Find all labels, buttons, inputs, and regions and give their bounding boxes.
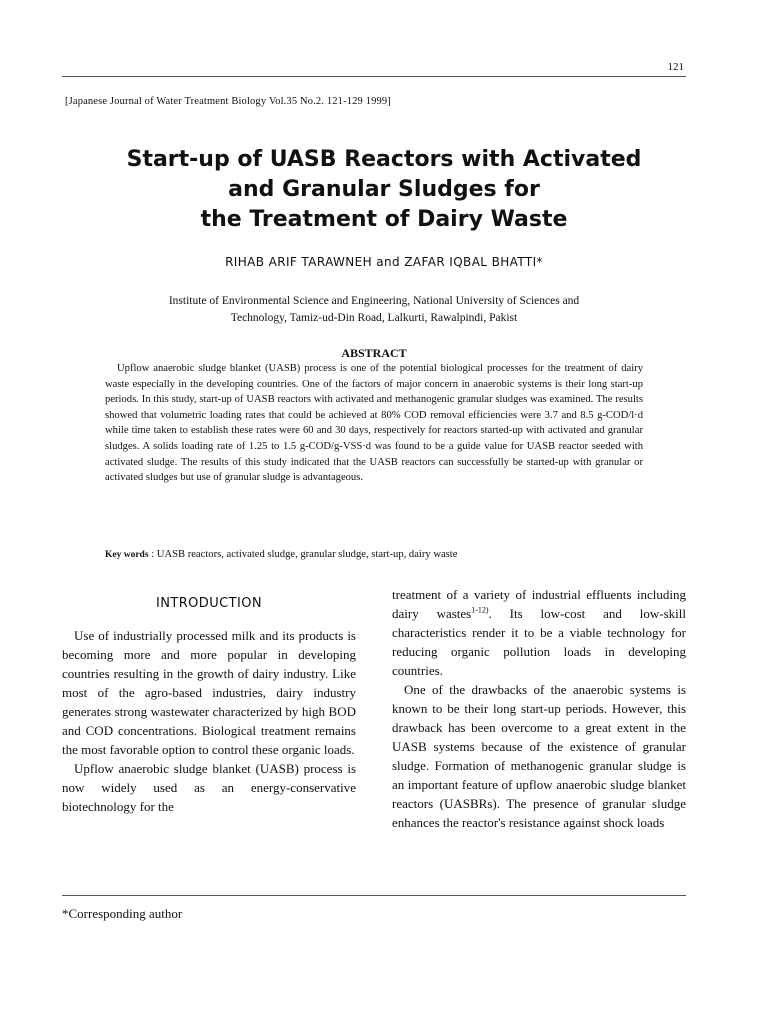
- paper-title: [0, 145, 768, 235]
- page-number: 121: [667, 61, 684, 73]
- keywords-label: Key words: [105, 550, 149, 560]
- citation-reference: 1-12): [471, 605, 489, 615]
- abstract-heading: ABSTRACT: [341, 346, 407, 360]
- affiliation: [0, 293, 748, 327]
- body-paragraph: Upflow anaerobic sludge blanket (UASB) process is now widely used as an energy-conservative biotechnology for the: [62, 761, 356, 814]
- body-text: . Its low-cost and low-skill characteristics render it to be a viable technology for reducing organic pollution loads in developing countries.: [392, 606, 687, 678]
- authors: RIHAB ARIF TARAWNEH and ZAFAR IQBAL BHATTI*: [225, 255, 543, 269]
- footnote-rule: [62, 895, 686, 896]
- keywords: [105, 549, 705, 560]
- body-column-right: [392, 585, 686, 832]
- keywords-text: UASB reactors, activated sludge, granular sludge, start-up, dairy waste: [156, 549, 458, 560]
- header-rule: [62, 76, 686, 77]
- journal-citation: [Japanese Journal of Water Treatment Biology Vol.35 No.2. 121-129 1999]: [65, 96, 391, 107]
- body-paragraph: Use of industrially processed milk and its products is becoming more and more popular in developing countries resulting in the growth of dairy industry. Like most of the agro-based industries, dairy industry generates strong wastewater characterized by high BOD and COD concentrations. Biological treatment remains the most favorable option to control these organic loads.: [62, 628, 356, 757]
- title-line-1: Start-up of UASB Reactors with Activated: [126, 147, 642, 172]
- title-line-2: and Granular Sludges for: [228, 177, 540, 202]
- keywords-separator: :: [148, 549, 157, 560]
- section-heading-introduction: INTRODUCTION: [156, 596, 262, 611]
- body-paragraph: One of the drawbacks of the anaerobic systems is known to be their long start-up periods. However, this drawback has been overcome to a great extent in the UASB systems because of the existence of granular sludge. Formation of methanogenic granular sludge is an important feature of upflow anaerobic sludge blanket reactors (UASBRs). The presence of granular sludge enhances the reactor's resistance against shock loads: [392, 682, 686, 830]
- abstract-text: Upflow anaerobic sludge blanket (UASB) process is one of the potential biological processes for the treatment of dairy waste especially in the developing countries. One of the factors of major concern in anaerobic systems is their long start-up periods. In this study, start-up of UASB reactors with activated and methanogenic granular sludges was examined. The results showed that volumetric loading rates that could be achieved at 80% COD removal efficiencies were 3.7 and 8.5 g-COD/l·d while time taken to establish these rates were 60 and 30 days, respectively for reactors started-up with activated and granular sludges. A solids loading rate of 1.25 to 1.5 g-COD/g-VSS·d was found to be a guide value for UASB reactor seeded with activated sludge. The results of this study indicated that the UASB reactors can successfully be started-up with granular or activated sludges but use of granular sludge is advantageous.: [105, 363, 643, 484]
- affiliation-line-2: Technology, Tamiz-ud-Din Road, Lalkurti, Rawalpindi, Pakist: [230, 312, 518, 324]
- body-column-left: [62, 591, 356, 816]
- body-text: treatment of a variety of industrial effluents including dairy wastes: [392, 587, 686, 621]
- body-paragraph: [392, 585, 686, 680]
- affiliation-line-1: Institute of Environmental Science and Engineering, National University of Sciences and: [168, 295, 580, 307]
- footnote: *Corresponding author: [62, 906, 183, 921]
- title-line-3: the Treatment of Dairy Waste: [200, 207, 568, 232]
